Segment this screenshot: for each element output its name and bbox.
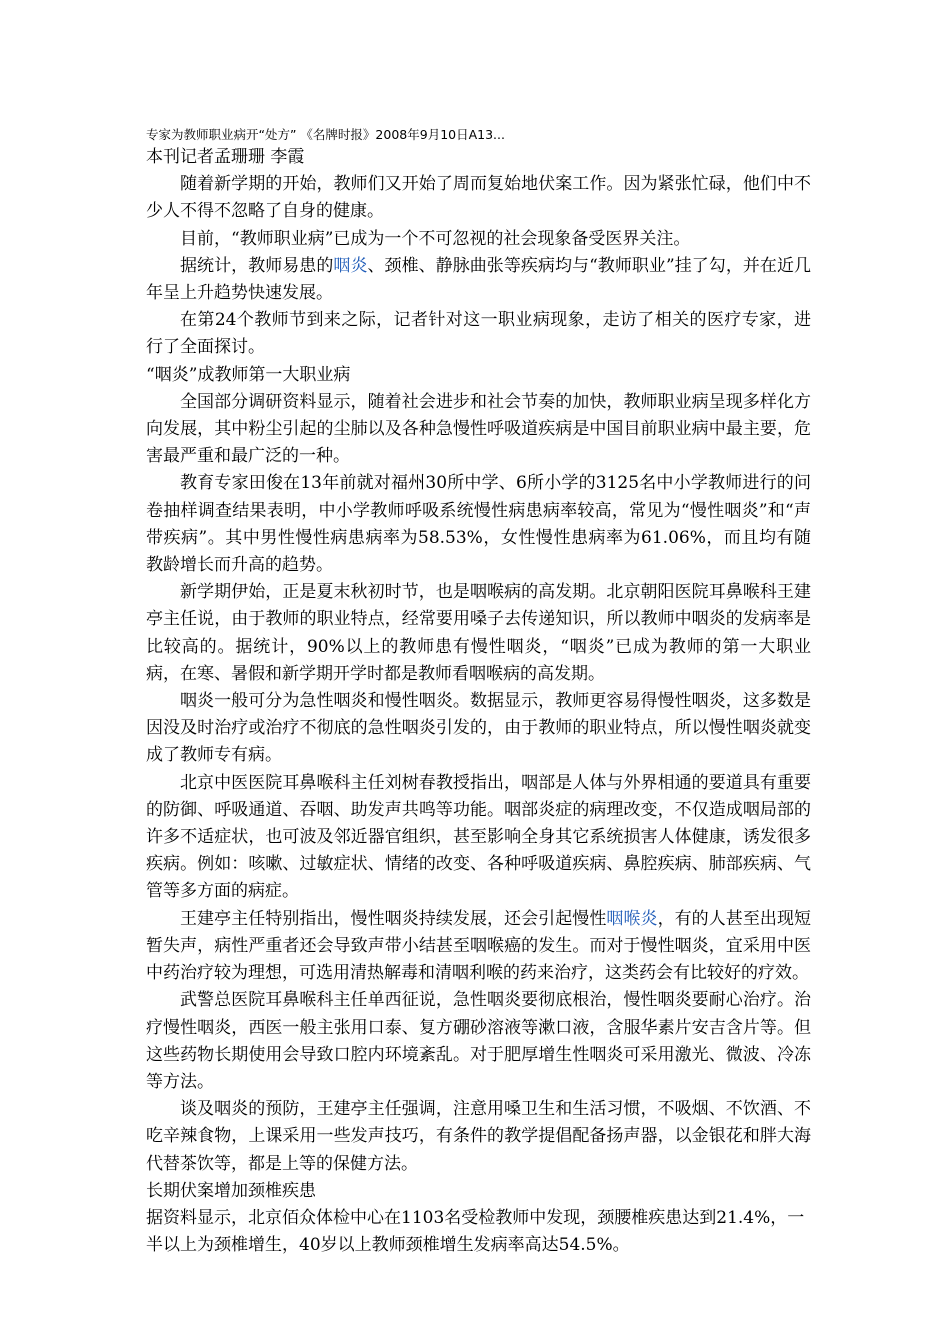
section-2-heading: 长期伏案增加颈椎疾患	[146, 1180, 316, 1201]
section-1-paragraph-3: 新学期伊始，正是夏末秋初时节，也是咽喉病的高发期。北京朝阳医院耳鼻喉科王建亭主任说，由于教师的职业特点，经常要用嗓子去传递知识，所以教师中咽炎的发病率是比较高的。据统计，90%以上的教师患有慢性咽炎，“咽炎”已成为教师的第一大职业病，在寒、暑假和新学期开学时都是教师看咽喉病的高发期。	[146, 582, 811, 684]
byline: 本刊记者孟珊珊 李霞	[146, 147, 305, 167]
section-1-paragraph-2: 教育专家田俊在13年前就对福州30所中学、6所小学的3125名中小学教师进行的问卷抽样调查结果表明，中小学教师呼吸系统慢性病患病率较高，常见为“慢性咽炎”和“声带疾病”。其中男性慢性病患病率为58.53%，女性慢性患病率为61.06%，而且均有随教龄增长而升高的趋势。	[146, 473, 811, 576]
section-2-paragraph-1: 据资料显示，北京佰众体检中心在1103名受检教师中发现，颈腰椎疾患达到21.4%，一半以上为颈椎增生，40岁以上教师颈椎增生发病率高达54.5%。	[146, 1207, 805, 1256]
intro-paragraph-4: 在第24个教师节到来之际，记者针对这一职业病现象，走访了相关的医疗专家，进行了全面探讨。	[146, 310, 811, 358]
intro-paragraph-3	[146, 253, 811, 307]
intro-paragraph-3-text-a: 据统计，教师易患的	[180, 255, 334, 276]
section-1-paragraph-5: 北京中医医院耳鼻喉科主任刘树春教授指出，咽部是人体与外界相通的要道具有重要的防御、呼吸通道、吞咽、助发声共鸣等功能。咽部炎症的病理改变，不仅造成咽局部的许多不适症状，也可波及邻近器官组织，甚至影响全身其它系统损害人体健康，诱发很多疾病。例如：咳嗽、过敏症状、情绪的改变、各种呼吸道疾病、鼻腔疾病、肺部疾病、气管等多方面的病症。	[146, 772, 811, 902]
intro-paragraph-1: 随着新学期的开始，教师们又开始了周而复始地伏案工作。因为紧张忙碌，他们中不少人不得不忽略了自身的健康。	[146, 174, 811, 222]
section-1-paragraph-7: 武警总医院耳鼻喉科主任单西征说，急性咽炎要彻底根治，慢性咽炎要耐心治疗。治疗慢性咽炎，西医一般主张用口泰、复方硼砂溶液等漱口液，含服华素片安吉含片等。但这些药物长期使用会导致口腔内环境紊乱。对于肥厚增生性咽炎可采用激光、微波、冷冻等方法。	[146, 990, 811, 1092]
section-1-paragraph-6	[146, 906, 811, 988]
section-1-paragraph-1: 全国部分调研资料显示，随着社会进步和社会节奏的加快，教师职业病呈现多样化方向发展，其中粉尘引起的尘肺以及各种急慢性呼吸道疾病是中国目前职业病中最主要，危害最严重和最广泛的一种。	[146, 391, 811, 467]
section-1-paragraph-6-text-b: ，有的人甚至出现短暂失声，病性严重者还会导致声带小结甚至咽喉癌的发生。而对于慢性咽炎，宜采用中医中药治疗较为理想，可选用清热解毒和清咽利喉的药来治疗，这类药会有比较好的疗效。	[146, 908, 812, 984]
section-1-paragraph-6-text-a: 王建亭主任特别指出，慢性咽炎持续发展，还会引起慢性	[180, 908, 607, 929]
intro-paragraph-3-text-b: 、颈椎、静脉曲张等疾病均与“教师职业”挂了勾，并在近几年呈上升趋势快速发展。	[146, 255, 812, 304]
laryngopharyngitis-link[interactable]: 咽喉炎	[606, 908, 658, 929]
intro-paragraph-2: 目前，“教师职业病”已成为一个不可忽视的社会现象备受医界关注。	[180, 228, 691, 249]
section-1-paragraph-4: 咽炎一般可分为急性咽炎和慢性咽炎。数据显示，教师更容易得慢性咽炎，这多数是因没及时治疗或治疗不彻底的急性咽炎引发的，由于教师的职业特点，所以慢性咽炎就变成了教师专有病。	[146, 691, 811, 766]
pharyngitis-link[interactable]: 咽炎	[333, 255, 368, 276]
article-page	[146, 126, 811, 1259]
section-1-paragraph-8: 谈及咽炎的预防，王建亭主任强调，注意用嗓卫生和生活习惯，不吸烟、不饮酒、不吃辛辣食物，上课采用一些发声技巧，有条件的教学提倡配备扬声器，以金银花和胖大海代替茶饮等，都是上等的保健方法。	[146, 1099, 811, 1174]
source-line: 专家为教师职业病开“处方” 《名牌时报》2008年9月10日A13...	[146, 127, 505, 142]
section-1-heading: “咽炎”成教师第一大职业病	[146, 364, 351, 385]
